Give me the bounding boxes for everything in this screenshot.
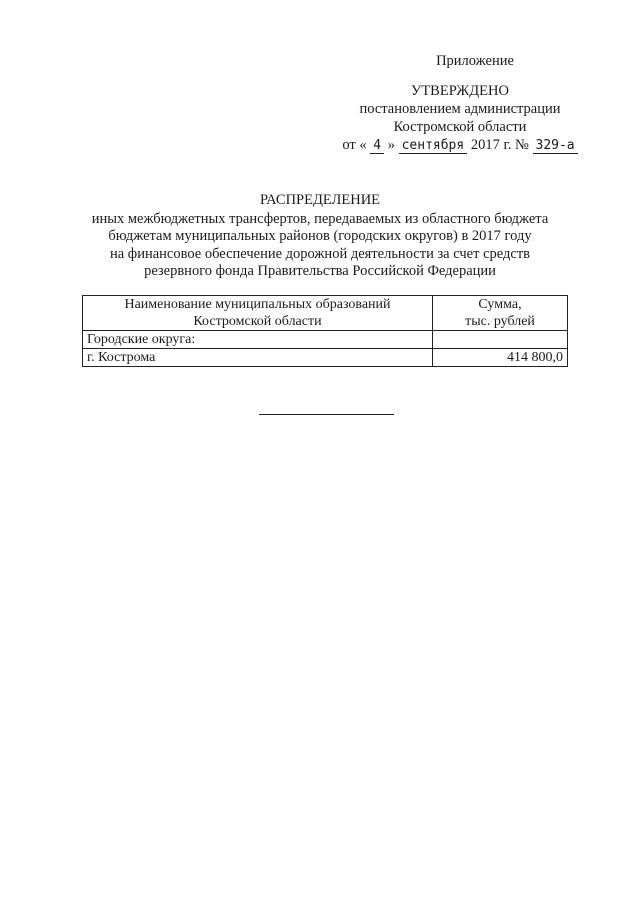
header-name-line-1: Наименование муниципальных образований [124, 297, 391, 312]
date-mid: » [387, 137, 395, 153]
date-year: 2017 г. № [470, 137, 529, 153]
header-sum-cell [433, 296, 568, 331]
heading-line-2: бюджетам муниципальных районов (городских округов) в 2017 году [108, 228, 532, 244]
date-day: 4 [370, 138, 384, 154]
municipality-name-cell: г. Кострома [83, 349, 433, 367]
decree-number: 329-а [533, 138, 578, 154]
approval-line-1: постановлением администрации [359, 101, 561, 117]
header-name-cell [83, 296, 433, 331]
date-prefix: от « [342, 137, 367, 153]
end-separator-line [259, 414, 394, 415]
heading-line-1: иных межбюджетных трансфертов, передаваемых из областного бюджета [91, 210, 549, 227]
approval-date-line [330, 136, 590, 155]
document-heading [60, 192, 580, 281]
heading-line-4: резервного фонда Правительства Российской Федерации [144, 263, 496, 279]
table-header-row [83, 296, 568, 331]
approval-line-2: Костромской области [393, 119, 527, 135]
header-sum-line-2: тыс. рублей [465, 314, 535, 329]
approval-block [330, 52, 590, 155]
heading-line-3: на финансовое обеспечение дорожной деятельности за счет средств [109, 245, 531, 262]
header-sum-line-1: Сумма, [478, 297, 522, 312]
appendix-label: Приложение [436, 53, 514, 69]
group-empty-cell [433, 331, 568, 349]
document-title: РАСПРЕДЕЛЕНИЕ [259, 192, 381, 208]
table-row [83, 349, 568, 367]
group-label-cell: Городские округа: [83, 331, 433, 349]
approved-word: УТВЕРЖДЕНО [411, 83, 509, 99]
date-month: сентября [399, 138, 468, 154]
group-row [83, 331, 568, 349]
header-name-line-2: Костромской области [193, 314, 322, 329]
distribution-table [82, 295, 568, 367]
amount-cell: 414 800,0 [433, 349, 568, 367]
